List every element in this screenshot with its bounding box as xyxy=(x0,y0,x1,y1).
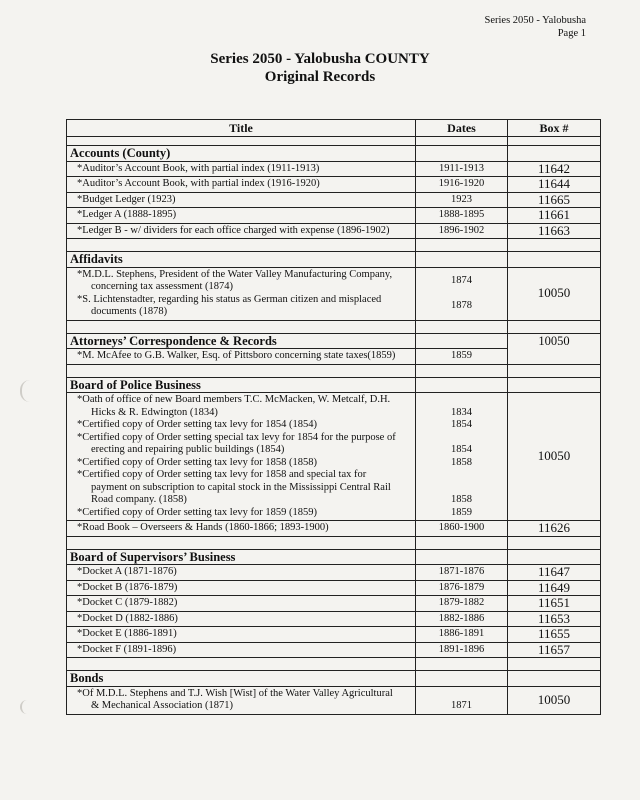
row-box: 11657 xyxy=(508,642,601,658)
date-value: 1858 xyxy=(451,456,472,468)
row-title-line: *Certified copy of Order setting special tax levy for 1854 for the purpose of xyxy=(77,431,396,443)
row-title-line: *Certified copy of Order setting tax levy for 1854 (1854) xyxy=(77,419,317,430)
section-heading: Board of Police Business xyxy=(67,377,416,393)
spacer-row xyxy=(67,137,601,146)
row-title-line: payment on subscription to capital stock in the Mississippi Central Rail xyxy=(91,481,391,493)
row-dates: 1860-1900 xyxy=(416,521,508,537)
row-dates: 1886-1891 xyxy=(416,627,508,643)
date-value xyxy=(419,469,504,482)
punch-hole-mark xyxy=(20,380,34,402)
table-row xyxy=(67,177,601,193)
table-row xyxy=(67,267,601,320)
section-heading-row xyxy=(67,549,601,565)
row-dates: 1888-1895 xyxy=(416,208,508,224)
row-title-line: *Of M.D.L. Stephens and T.J. Wish [Wist] of the Water Valley Agricultural xyxy=(77,687,393,699)
row-title-line: *Certified copy of Order setting tax levy for 1859 (1859) xyxy=(77,506,317,518)
row-box: 11661 xyxy=(508,208,601,224)
row-dates: 1896-1902 xyxy=(416,223,508,239)
records-table xyxy=(66,119,601,715)
row-dates: 1916-1920 xyxy=(416,177,508,193)
row-title-line: *M.D.L. Stephens, President of the Water Valley Manufacturing Company, xyxy=(77,268,393,280)
date-value xyxy=(419,394,504,407)
section-heading: Accounts (County) xyxy=(67,146,416,162)
title-line-2: Original Records xyxy=(264,69,376,85)
table-header-row xyxy=(67,120,601,137)
row-box: 11653 xyxy=(508,611,601,627)
row-box: 10050 xyxy=(508,686,601,714)
row-title: *Docket A (1871-1876) xyxy=(67,565,416,581)
row-box: 11649 xyxy=(508,580,601,596)
date-value: 1834 xyxy=(451,406,472,418)
row-title: *Ledger B - w/ dividers for each office charged with expense (1896-1902) xyxy=(67,223,416,239)
row-box: 11626 xyxy=(508,521,601,537)
page-number: Page 1 xyxy=(557,28,586,39)
spacer-row xyxy=(67,536,601,549)
section-heading: Board of Supervisors’ Business xyxy=(67,549,416,565)
column-dates: Dates xyxy=(416,120,508,137)
row-title-line: *S. Lichtenstadter, regarding his status as German citizen and misplaced xyxy=(77,293,382,305)
row-dates xyxy=(416,267,508,320)
section-heading-row xyxy=(67,671,601,687)
table-row xyxy=(67,223,601,239)
title-line-1: Series 2050 - Yalobusha COUNTY xyxy=(210,51,430,67)
row-dates: 1879-1882 xyxy=(416,596,508,612)
row-box: 11642 xyxy=(508,161,601,177)
spacer-row xyxy=(67,320,601,333)
row-title xyxy=(67,267,416,320)
date-value: 1874 xyxy=(451,275,472,286)
row-title-line: documents (1878) xyxy=(91,306,168,317)
section-heading-row xyxy=(67,377,601,393)
row-title xyxy=(67,686,416,714)
row-box: 11655 xyxy=(508,627,601,643)
row-box: 10050 xyxy=(508,267,601,320)
row-title-line: Hicks & R. Edwington (1834) xyxy=(91,406,218,418)
date-value: 1854 xyxy=(451,419,472,430)
row-title: *Docket F (1891-1896) xyxy=(67,642,416,658)
page-header xyxy=(485,14,587,40)
section-heading: Affidavits xyxy=(67,252,416,268)
table-row xyxy=(67,565,601,581)
date-value: 1858 xyxy=(451,494,472,505)
row-dates: 1871 xyxy=(416,686,508,714)
row-title-line: *Certified copy of Order setting tax levy for 1858 (1858) xyxy=(77,456,317,468)
spacer-row xyxy=(67,364,601,377)
row-title: *Auditor’s Account Book, with partial index (1911-1913) xyxy=(67,161,416,177)
row-box: 10050 xyxy=(508,333,601,364)
table-row xyxy=(67,393,601,521)
spacer-row xyxy=(67,239,601,252)
row-title: *Auditor’s Account Book, with partial index (1916-1920) xyxy=(67,177,416,193)
table-row xyxy=(67,627,601,643)
row-title: *Docket B (1876-1879) xyxy=(67,580,416,596)
row-dates: 1882-1886 xyxy=(416,611,508,627)
table-row xyxy=(67,642,601,658)
spacer-row xyxy=(67,658,601,671)
row-box: 11665 xyxy=(508,192,601,208)
column-title: Title xyxy=(67,120,416,137)
row-dates: 1923 xyxy=(416,192,508,208)
date-value: 1859 xyxy=(451,506,472,518)
table-row xyxy=(67,611,601,627)
row-title xyxy=(67,393,416,521)
row-title: *M. McAfee to G.B. Walker, Esq. of Pittsboro concerning state taxes(1859) xyxy=(67,349,416,365)
row-title: *Docket E (1886-1891) xyxy=(67,627,416,643)
row-title-line: erecting and repairing public buildings (1854) xyxy=(91,444,285,455)
punch-hole-mark xyxy=(20,700,34,714)
row-box: 11644 xyxy=(508,177,601,193)
row-box: 11663 xyxy=(508,223,601,239)
row-dates: 1891-1896 xyxy=(416,642,508,658)
row-title-line: *Oath of office of new Board members T.C. McMacken, W. Metcalf, D.H. xyxy=(77,394,391,405)
table-row xyxy=(67,192,601,208)
section-heading: Attorneys’ Correspondence & Records xyxy=(67,333,416,349)
row-dates: 1871-1876 xyxy=(416,565,508,581)
section-heading: Bonds xyxy=(67,671,416,687)
row-dates xyxy=(416,393,508,521)
table-row xyxy=(67,580,601,596)
row-title: *Budget Ledger (1923) xyxy=(67,192,416,208)
column-box: Box # xyxy=(508,120,601,137)
row-dates: 1876-1879 xyxy=(416,580,508,596)
row-title-line: concerning tax assessment (1874) xyxy=(91,281,234,292)
section-heading-row xyxy=(67,146,601,162)
row-dates: 1859 xyxy=(416,349,508,365)
row-box: 11651 xyxy=(508,596,601,612)
section-heading-row xyxy=(67,333,601,349)
date-value xyxy=(419,432,504,445)
document-title xyxy=(0,50,640,86)
series-label: Series 2050 - Yalobusha xyxy=(484,15,586,26)
row-title-line: Road company. (1858) xyxy=(91,494,187,505)
table-row xyxy=(67,208,601,224)
table-row xyxy=(67,686,601,714)
table-row xyxy=(67,161,601,177)
table-row xyxy=(67,596,601,612)
row-title-line: & Mechanical Association (1871) xyxy=(91,700,234,711)
row-box: 11647 xyxy=(508,565,601,581)
row-title: *Road Book – Overseers & Hands (1860-1866; 1893-1900) xyxy=(67,521,416,537)
row-title: *Docket D (1882-1886) xyxy=(67,611,416,627)
row-title: *Docket C (1879-1882) xyxy=(67,596,416,612)
row-title: *Ledger A (1888-1895) xyxy=(67,208,416,224)
section-heading-row xyxy=(67,252,601,268)
date-value xyxy=(419,482,504,495)
row-title-line: *Certified copy of Order setting tax levy for 1858 and special tax for xyxy=(77,469,367,480)
date-value: 1854 xyxy=(451,444,472,455)
date-value: 1878 xyxy=(451,299,472,311)
table-row xyxy=(67,521,601,537)
row-box: 10050 xyxy=(508,393,601,521)
row-dates: 1911-1913 xyxy=(416,161,508,177)
